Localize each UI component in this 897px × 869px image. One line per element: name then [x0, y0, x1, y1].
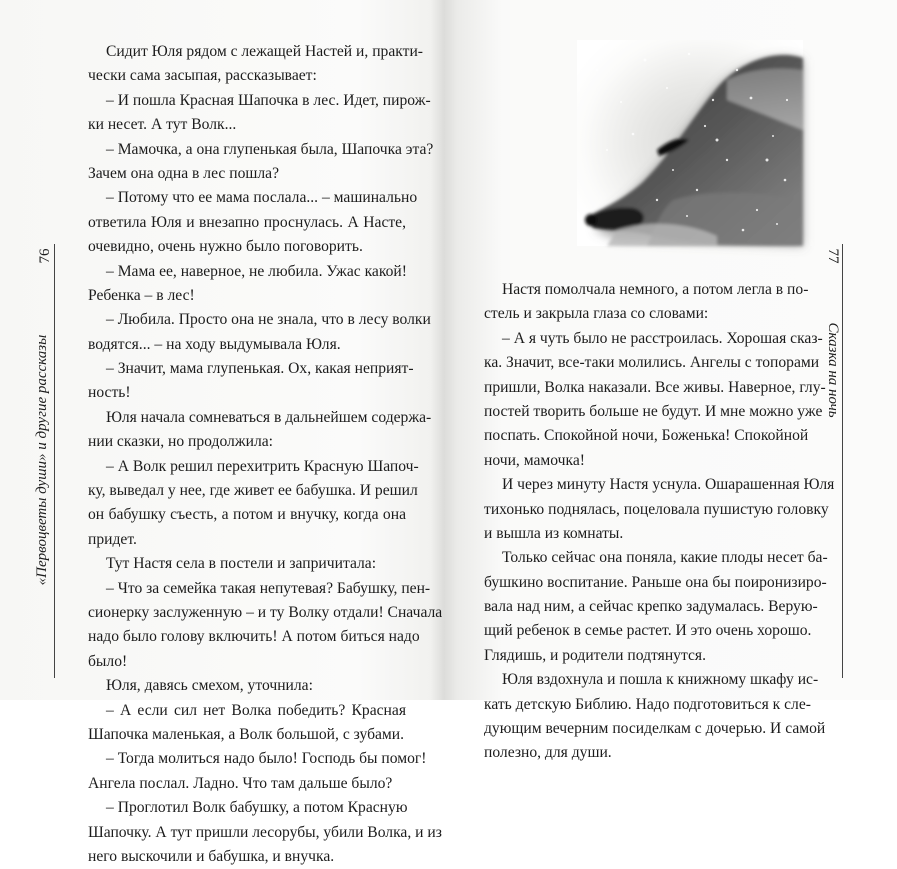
text-line: Ангела послал. Ладно. Что там дальше было?	[88, 774, 393, 792]
wolf-in-snow-illustration	[577, 40, 803, 246]
text-line: Настя помолчала немного, а потом легла в по-	[502, 281, 809, 298]
left-page-number: 76	[37, 248, 53, 264]
text-line: дующим вечерним посиделкам с дочерью. И самой	[484, 720, 826, 738]
text-line: Только сейчас она поняла, какие плоды несет ба-	[502, 549, 828, 567]
text-line: Юля вздохнула и пошла к книжному шкафу ис-	[502, 671, 819, 689]
text-line: Сидит Юля рядом с лежащей Настей и, практи-	[106, 43, 423, 60]
left-running-head-rule	[54, 244, 55, 678]
text-line: – А если сил нет Волка победить? Красная	[106, 701, 406, 719]
right-page-number: 77	[825, 248, 841, 264]
text-line: – Тогда молиться надо было! Господь бы помог!	[106, 750, 427, 768]
text-line: очевидно, очень нужно было поговорить.	[88, 238, 363, 256]
text-line: надо было голову включить! А потом биться надо	[88, 628, 420, 646]
text-line: ка. Значит, все-таки молились. Ангелы с топорами	[484, 354, 820, 372]
text-line: – И пошла Красная Шапочка в лес. Идет, пирож-	[106, 91, 431, 109]
text-line: было!	[88, 652, 128, 670]
text-line: Глядишь, и родители подтянутся.	[484, 646, 706, 664]
text-line: – Значит, мама глупенькая. Ох, какая неприят-	[106, 360, 414, 378]
wolf-illustration-svg	[577, 40, 803, 246]
text-line: ку, выведал у нее, где живет ее бабушка. И решил	[88, 482, 418, 500]
text-line: водятся... – на ходу выдумывала Юля.	[88, 335, 341, 353]
right-running-head: Сказка на ночь	[825, 322, 841, 418]
text-line: чески сама засыпая, рассказывает:	[88, 67, 317, 85]
text-line: постей творить больше не будут. И мне можно уже	[484, 402, 823, 420]
text-line: Юля, давясь смехом, уточнила:	[106, 677, 313, 695]
text-line: пришли, Волка наказали. Все живы. Наверное, глу-	[484, 378, 826, 396]
text-line: нии сказки, но продолжила:	[88, 433, 273, 451]
text-line: Тут Настя села в постели и запричитала:	[106, 555, 377, 573]
text-line: Зачем она одна в лес пошла?	[88, 164, 279, 182]
text-line: стель и закрыла глаза со словами:	[484, 305, 709, 323]
text-line: – Проглотил Волк бабушку, а потом Красную	[106, 799, 408, 817]
text-line: ность!	[88, 384, 131, 402]
text-line: ночи, мамочка!	[484, 451, 585, 469]
text-line: Ребенка – в лес!	[88, 286, 195, 304]
text-line: – А я чуть было не расстроилась. Хорошая сказ-	[502, 329, 823, 347]
text-line: – Мамочка, а она глупенькая была, Шапочка эта?	[106, 140, 434, 158]
text-line: вала над ним, а сейчас крепко задумалась. Верую-	[484, 598, 818, 616]
text-line: ответила Юля и внезапно проснулась. А Насте,	[88, 213, 406, 231]
text-line: придет.	[88, 530, 137, 548]
left-running-head: «Первоцветы души» и другие рассказы	[34, 334, 50, 586]
text-line: – Мама ее, наверное, не любила. Ужас какой!	[106, 262, 407, 280]
text-line: ки несет. А тут Волк...	[88, 116, 237, 134]
text-line: – Любила. Просто она не знала, что в лесу волки	[106, 311, 431, 329]
text-line: него выскочили и бабушка, и внучка.	[88, 847, 335, 865]
text-line: – Что за семейка такая непутевая? Бабушку, пен-	[106, 579, 431, 597]
text-line: щий ребенок в семье растет. И это очень хорошо.	[484, 622, 812, 640]
text-line: Шапочка маленькая, а Волк большой, с зубами.	[88, 725, 405, 743]
text-line: поспать. Спокойной ночи, Боженька! Спокойной	[484, 427, 809, 445]
text-line: и вышла из комнаты.	[484, 524, 624, 542]
text-line: – А Волк решил перехитрить Красную Шапоч-	[106, 457, 419, 475]
text-line: он бабушку съесть, а потом и внучку, когда она	[88, 506, 406, 524]
text-line: Юля начала сомневаться в дальнейшем содержа-	[106, 408, 432, 426]
text-line: Шапочку. А тут пришли лесорубы, убили Волка, и из	[88, 823, 442, 841]
text-line: кать детскую Библию. Надо подготовиться к сле-	[484, 695, 811, 713]
left-page-body-text	[88, 40, 443, 869]
text-line: тихонько поднялась, поцеловала пушистую головку	[484, 500, 829, 518]
text-line: И через минуту Настя уснула. Ошарашенная Юля	[502, 476, 835, 494]
text-line: полезно, для души.	[484, 744, 612, 762]
text-line: сионерку заслуженную – и ту Волку отдали! Сначала	[88, 603, 443, 621]
text-line: бушкино воспитание. Раньше она бы поиронизиро-	[484, 573, 827, 591]
text-line: – Потому что ее мама послала... – машинально	[106, 189, 418, 207]
